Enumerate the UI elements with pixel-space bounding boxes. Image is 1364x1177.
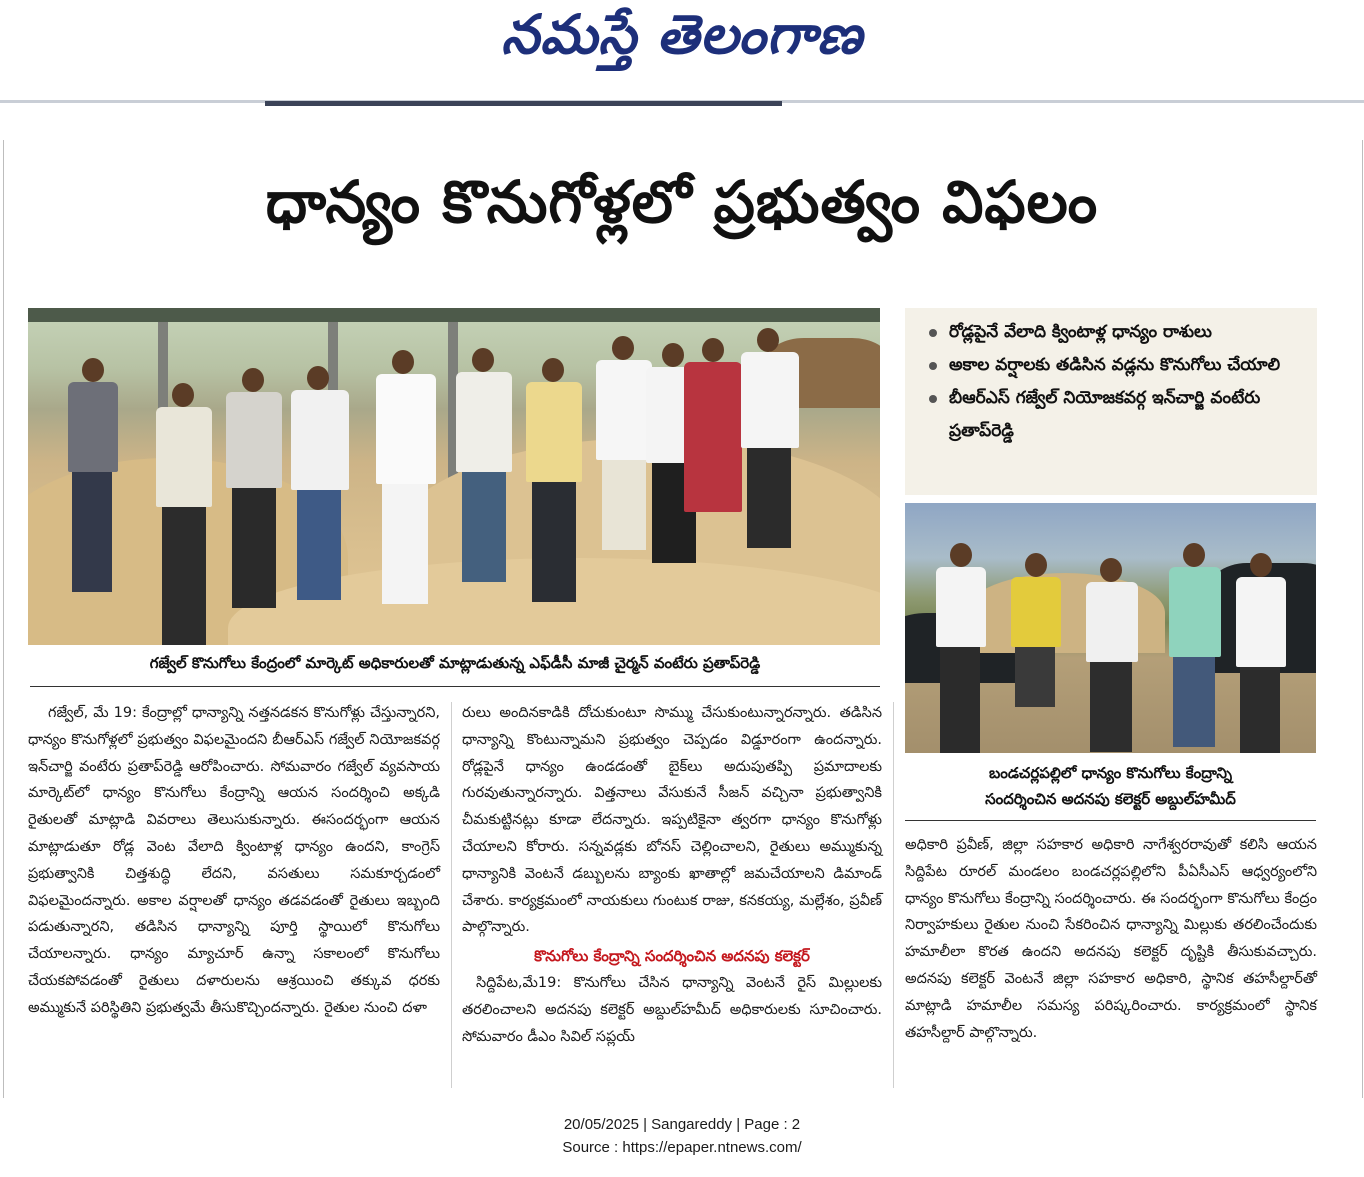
source-link[interactable]: Source : https://epaper.ntnews.com/ [562,1139,802,1156]
article-headline: ధాన్యం కొనుగోళ్లలో ప్రభుత్వం విఫలం [265,168,1099,236]
column-divider [893,702,894,1088]
main-photo [28,308,880,645]
highlight-item: అకాల వర్షాలకు తడిసిన వడ్లను కొనుగోలు చేయాలి [923,349,1307,382]
highlight-item: బీఆర్ఎస్ గజ్వేల్ నియోజకవర్గ ఇన్‌చార్జి వంటేరు ప్రతాప్‌రెడ్డి [923,382,1307,448]
body-paragraph: అధికారి ప్రవీణ్, జిల్లా సహకార అధికారి నాగేశ్వరరావుతో కలిసి ఆయన సిద్దిపేట రూరల్ మండలం బండచర్లపల్లిలోని పీఏసీఎస్ ఆధ్వర్యంలోని ధాన్యం కొనుగోలు కేంద్రాన్ని సందర్శించారు. ఈ సందర్భంగా కొనుగోలు కేంద్రం నిర్వాహకులు రైతుల నుంచి సేకరించిన ధాన్యాన్ని మిల్లుకు తరలించేందుకు హమాలీలా కొరత ఉందని అదనపు కలెక్టర్ దృష్టికి తీసుకువచ్చారు. అదనపు కలెక్టర్ వెంటనే జిల్లా సహకార అధికారి, స్థానిక తహసీల్దార్‌తో మాట్లాడి హమాలీల సమస్య పరిష్కరించారు. కార్యక్రమంలో స్థానిక తహసీల్దార్ పాల్గొన్నారు. [905,837,1317,1041]
section-subhead: కొనుగోలు కేంద్రాన్ని సందర్శించిన అదనపు కలెక్టర్ [534,947,810,966]
bullet-icon [929,395,937,403]
bullet-icon [929,329,937,337]
masthead-accent-rule [265,101,782,106]
article-column-1 [28,700,440,1022]
highlights-box [905,308,1317,495]
edition-info: 20/05/2025 | Sangareddy | Page : 2 [563,1116,801,1133]
body-paragraph: రులు అందినకాడికి దోచుకుంటూ సొమ్ము చేసుకుంటున్నారన్నారు. తడిసిన ధాన్యాన్ని కొంటున్నామని ప్రభుత్వం చెప్పడం విడ్డూరంగా ఉందన్నారు. రోడ్లపైనే ధాన్యం ఉండడంతో బైక్‌లు అదుపుతప్పి ప్రమాదాలకు గురవుతున్నారన్నారు. విత్తనాలు వేసుకునే సీజన్ వచ్చినా ప్రభుత్వానికి చీమకుట్టినట్లు కూడా లేదన్నారు. ఇప్పటికైనా త్వరగా ధాన్యం కొనుగోళ్లు చేయాలని కోరారు. సన్నవడ్లకు బోనస్ చెల్లించాలని, రైతులు అమ్ముకున్న ధాన్యానికి వెంటనే డబ్బులను బ్యాంకు ఖాతాల్లో జమచేయాలని డిమాండ్ చేశారు. కార్యక్రమంలో నాయకులు గుంటుక రాజు, కనకయ్య, మల్లేశం, ప్రవీణ్ పాల్గొన్నారు. [462,705,882,936]
side-photo-caption [905,760,1316,812]
newspaper-logo: నమస్తే తెలంగాణ [501,2,863,66]
side-photo [905,503,1316,753]
side-caption-line: బండచర్లపల్లిలో ధాన్యం కొనుగోలు కేంద్రాన్ని [988,764,1233,782]
body-paragraph: గజ్వేల్, మే 19: కేంద్రాల్లో ధాన్యాన్ని నత్తనడకన కొనుగోళ్లు చేస్తున్నారని, ధాన్యం కొనుగోళ్లలో ప్రభుత్వం విఫలమైందని బీఆర్ఎస్ గజ్వేల్ నియోజకవర్గ ఇన్‌చార్జి వంటేరు ప్రతాప్‌రెడ్డి ఆరోపించారు. సోమవారం గజ్వేల్ వ్యవసాయ మార్కెట్‌లో ధాన్యం కొనుగోలు కేంద్రాన్ని ఆయన సందర్శించి అక్కడి రైతులతో మాట్లాడి వివరాలు తెలుసుకున్నారు. ఈసందర్భంగా ఆయన మాట్లాడుతూ రోడ్ల వెంట వేలాది క్వింటాళ్ల ధాన్యం ఉందని, కాంగ్రెస్ ప్రభుత్వానికి చిత్తశుద్ధి లేదని, వసతులు సమకూర్చడంలో విఫలమైందన్నారు. అకాల వర్షాలతో ధాన్యం తడవడంతో రైతులు ఇబ్బంది పడుతున్నారని, తడిసిన ధాన్యాన్ని పూర్తి స్థాయిలో కొనుగోలు చేయాలన్నారు. ధాన్యం మ్యాచూర్ ఉన్నా సకాలంలో కొనుగోలు చేయకపోవడంతో రైతులు దళారులను ఆశ్రయించి తక్కువ ధరకు అమ్ముకునే పరిస్థితిని ప్రభుత్వమే తీసుకొచ్చిందన్నారు. రైతుల నుంచి దళా [28,705,440,1016]
caption-rule [30,686,880,687]
highlight-item: రోడ్లపైనే వేలాది క్వింటాళ్ల ధాన్యం రాశులు [923,316,1307,349]
article-column-3 [905,832,1317,1046]
body-paragraph: సిద్దిపేట,మే19: కొనుగోలు చేసిన ధాన్యాన్ని వెంటనే రైస్ మిల్లులకు తరలించాలని అదనపు కలెక్టర్ అబ్దుల్‌హమీద్ అధికారులకు సూచించారు. సోమవారం డీఎం సివిల్ సప్లయ్ [462,974,882,1045]
side-caption-line: సందర్శించిన అదనపు కలెక్టర్ అబ్దుల్‌హమీద్ [985,790,1236,808]
page-footer [0,1113,1364,1159]
masthead [0,0,1364,100]
bullet-icon [929,362,937,370]
column-divider [451,702,452,1088]
main-photo-caption: గజ్వేల్ కొనుగోలు కేంద్రంలో మార్కెట్ అధికారులతో మాట్లాడుతున్న ఎఫ్‌డీసీ మాజీ చైర్మన్ వంటేరు ప్రతాప్‌రెడ్డి [149,654,761,672]
caption-rule [905,820,1316,821]
article-column-2 [462,700,882,1050]
